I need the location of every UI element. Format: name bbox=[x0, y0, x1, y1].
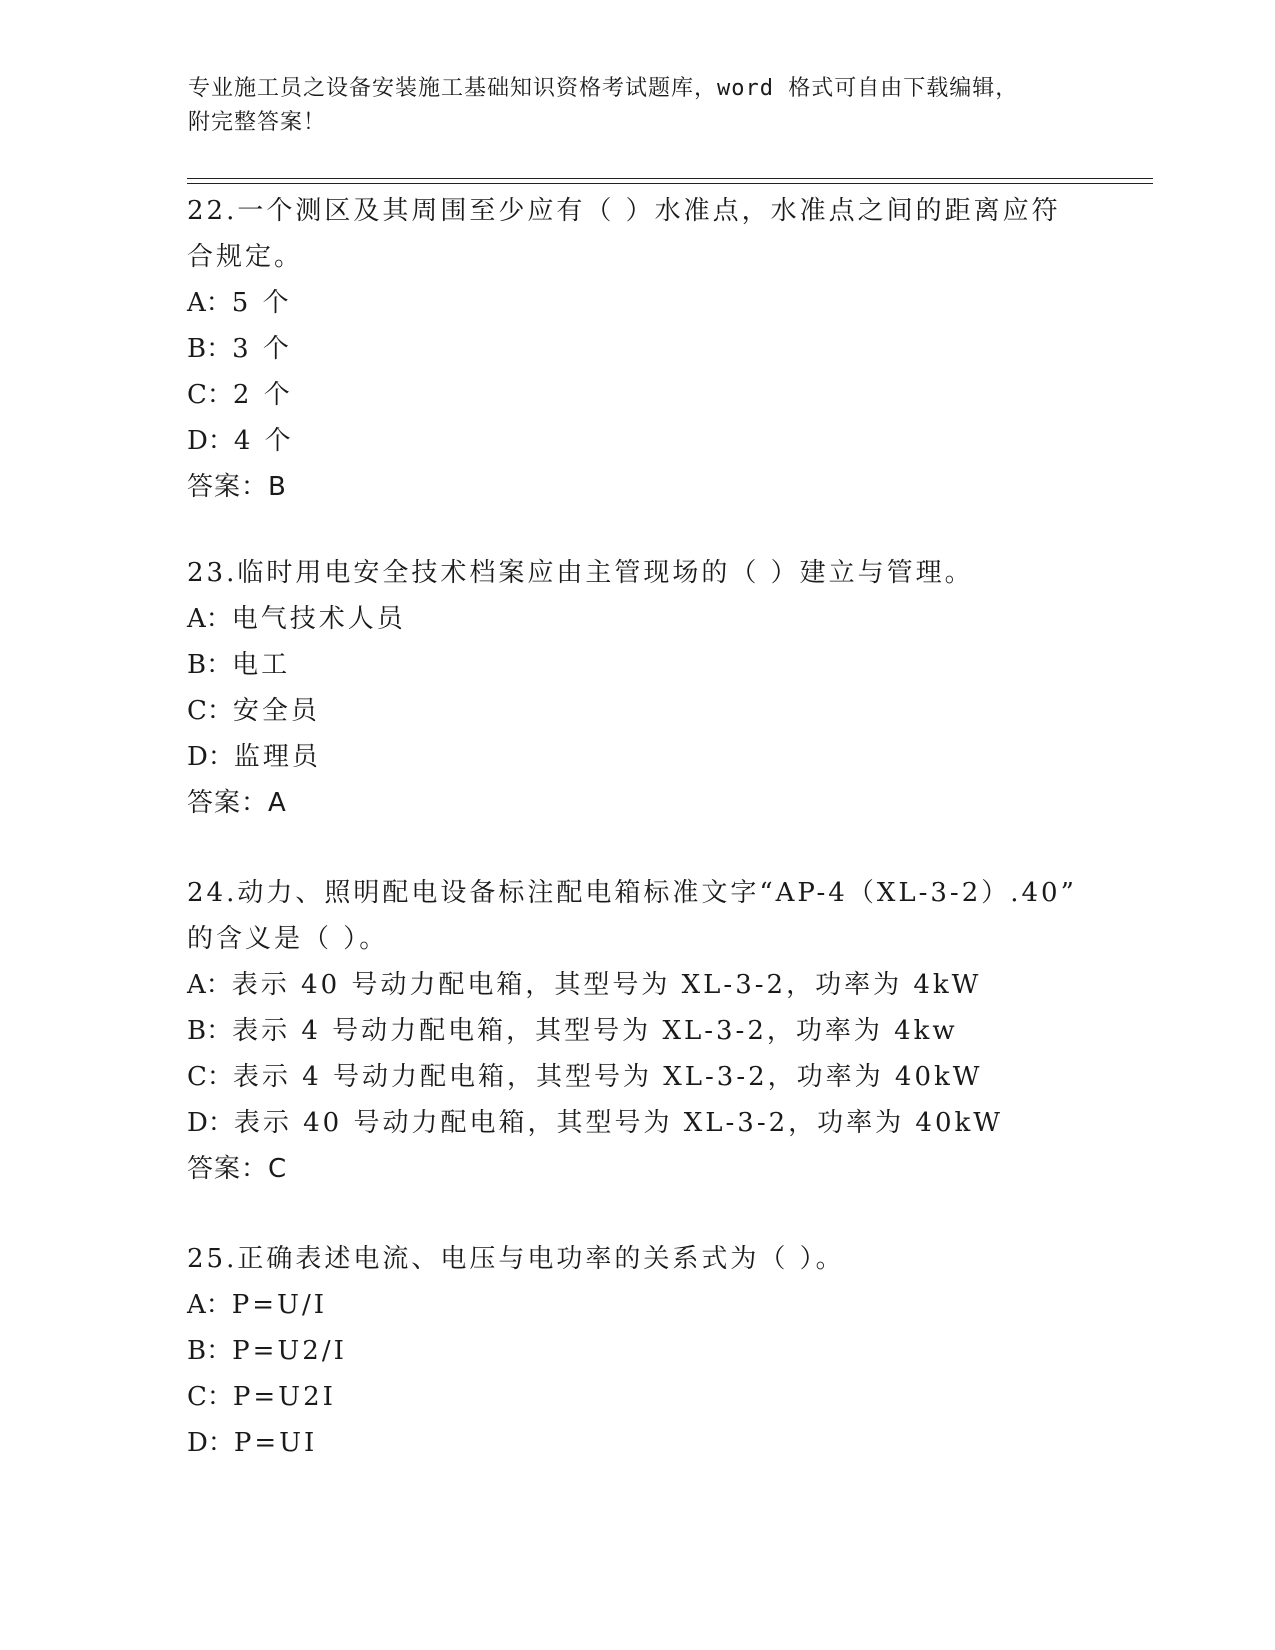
option-c bbox=[187, 1054, 1087, 1100]
question-text-line-2: 合规定。 bbox=[187, 242, 304, 272]
option-text: 3 个 bbox=[232, 334, 292, 364]
option-b bbox=[187, 642, 1087, 688]
option-text: P=UI bbox=[233, 1428, 318, 1458]
option-text: 表示 4 号动力配电箱，其型号为 XL-3-2，功率为 40kW bbox=[232, 1062, 983, 1092]
option-b bbox=[187, 326, 1087, 372]
option-text: P=U2I bbox=[232, 1382, 336, 1412]
option-c bbox=[187, 372, 1087, 418]
option-d bbox=[187, 734, 1087, 780]
option-label: C： bbox=[187, 696, 233, 726]
header-divider-top bbox=[187, 178, 1153, 179]
answer-text: 答案：B bbox=[187, 472, 287, 502]
option-label: C： bbox=[187, 1062, 233, 1092]
option-d bbox=[187, 418, 1087, 464]
question-text-line-1: 22.一个测区及其周围至少应有（ ）水准点，水准点之间的距离应符 bbox=[187, 196, 1061, 226]
option-a bbox=[187, 280, 1087, 326]
question-text-line-1: 25.正确表述电流、电压与电功率的关系式为（ ）。 bbox=[187, 1244, 845, 1274]
question-text-line-1: 23.临时用电安全技术档案应由主管现场的（ ）建立与管理。 bbox=[187, 558, 974, 588]
option-text: 表示 4 号动力配电箱，其型号为 XL-3-2，功率为 4kw bbox=[232, 1016, 958, 1046]
option-text: 安全员 bbox=[232, 696, 320, 726]
option-b bbox=[187, 1008, 1087, 1054]
question-23 bbox=[187, 550, 1087, 826]
option-text: 电工 bbox=[232, 650, 291, 680]
option-text: P=U/I bbox=[231, 1290, 328, 1320]
option-a bbox=[187, 596, 1087, 642]
header-line-1: 专业施工员之设备安装施工基础知识资格考试题库，word 格式可自由下载编辑， bbox=[188, 76, 1019, 101]
option-text: 表示 40 号动力配电箱，其型号为 XL-3-2，功率为 40kW bbox=[233, 1108, 1003, 1138]
question-text-line-2: 的含义是（ ）。 bbox=[187, 924, 389, 954]
option-label: B： bbox=[187, 334, 233, 364]
option-label: B： bbox=[187, 1016, 233, 1046]
option-c bbox=[187, 1374, 1087, 1420]
header-line-2: 附完整答案！ bbox=[188, 110, 327, 135]
option-label: C： bbox=[187, 1382, 233, 1412]
option-label: D： bbox=[187, 1108, 234, 1138]
option-c bbox=[187, 688, 1087, 734]
option-label: B： bbox=[187, 650, 233, 680]
answer-text: 答案：A bbox=[187, 788, 287, 818]
question-text-line-1: 24.动力、照明配电设备标注配电箱标准文字“AP-4（XL-3-2）.40” bbox=[187, 878, 1077, 908]
option-text: 2 个 bbox=[232, 380, 293, 410]
option-label: C： bbox=[187, 380, 233, 410]
document-header bbox=[188, 72, 1068, 140]
option-label: A： bbox=[187, 288, 232, 318]
question-24 bbox=[187, 870, 1087, 1192]
option-text: P=U2/I bbox=[232, 1336, 347, 1366]
question-22 bbox=[187, 188, 1087, 510]
option-text: 监理员 bbox=[233, 742, 321, 772]
option-label: D： bbox=[187, 1428, 234, 1458]
option-label: D： bbox=[187, 742, 234, 772]
header-divider-bottom bbox=[187, 183, 1153, 184]
option-d bbox=[187, 1420, 1087, 1466]
question-25 bbox=[187, 1236, 1087, 1466]
option-label: D： bbox=[187, 426, 234, 456]
option-text: 表示 40 号动力配电箱，其型号为 XL-3-2，功率为 4kW bbox=[231, 970, 982, 1000]
option-text: 4 个 bbox=[233, 426, 294, 456]
option-a bbox=[187, 962, 1087, 1008]
option-d bbox=[187, 1100, 1087, 1146]
answer-text: 答案：C bbox=[187, 1154, 288, 1184]
option-label: B： bbox=[187, 1336, 233, 1366]
option-b bbox=[187, 1328, 1087, 1374]
option-label: A： bbox=[187, 604, 232, 634]
option-text: 电气技术人员 bbox=[231, 604, 406, 634]
option-label: A： bbox=[187, 970, 232, 1000]
option-text: 5 个 bbox=[231, 288, 292, 318]
option-label: A： bbox=[187, 1290, 232, 1320]
option-a bbox=[187, 1282, 1087, 1328]
